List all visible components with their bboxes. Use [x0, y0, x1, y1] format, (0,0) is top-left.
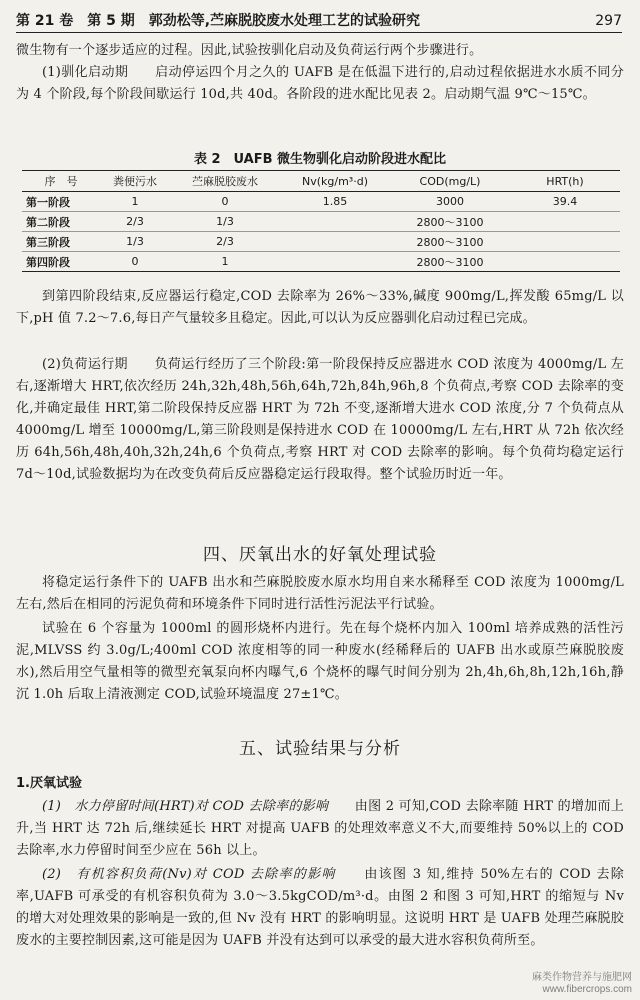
section-heading-5: 五、试验结果与分析: [239, 739, 401, 759]
section-heading-4: 四、厌氧出水的好氧处理试验: [203, 545, 437, 565]
table-header-cell: 序 号: [22, 171, 100, 192]
table-cell: 39.4: [510, 192, 620, 212]
subsection-heading: 1.厌氧试验: [16, 776, 82, 791]
table-row: [22, 192, 620, 212]
table-cell: 1: [170, 252, 280, 272]
table-cell: 2800～3100: [390, 252, 510, 272]
table-cell: 2/3: [100, 212, 170, 232]
table-cell: 2800～3100: [390, 212, 510, 232]
paragraph-body: 由该图 3 知,维持 50%左右的 COD 去除率,UAFB 可承受的有机容积负荷为 3.0～3.5kgCOD/m³·d。由图 2 和图 3 可知,HRT 的缩短与 Nv 的增大对处理效果的影响是一致的,但 Nv 没有 HRT 的影响明显。这说明 HRT 是 UAFB 处理苎麻脱胶废水的主要控制因素,这可能是因为 UAFB 并没有达到可以承受的最大进水容积负荷所至。: [16, 867, 624, 948]
table-cell: 2800～3100: [390, 232, 510, 252]
table-cell: [280, 252, 390, 272]
table-cell: 0: [170, 192, 280, 212]
paragraph-body: 由图 2 可知,COD 去除率随 HRT 的增加而上升,当 HRT 达 72h 后,继续延长 HRT 对提高 UAFB 的处理效率意义不大,而要维持 50%以上的 COD 去除率,水力停留时间至少应在 56h 以上。: [16, 799, 624, 858]
running-header: [16, 10, 622, 33]
paragraph-acclimation: (1)驯化启动期 启动停运四个月之久的 UAFB 是在低温下进行的,启动过程依据进水水质不同分为 4 个阶段,每个阶段间歇运行 10d,共 40d。各阶段的进水配比见表 2。启动期气温 9℃～15℃。: [16, 65, 624, 102]
table-header-row: [22, 171, 620, 192]
table-cell: [510, 212, 620, 232]
table-cell: [280, 212, 390, 232]
paragraph-aerobic-setup: 试验在 6 个容量为 1000ml 的圆形烧杯内进行。先在每个烧杯内加入 100ml 培养成熟的活性污泥,MLVSS 约 3.0g/L;400ml COD 浓度相等的同一种废水(经稀释后的 UAFB 出水或原苎麻脱胶废水),然后用空气量相等的微型充氧泵向杯内曝气,6 个烧杯的曝气时间分别为 2h,4h,6h,8h,12h,16h,静沉 1.0h 后取上清液测定 COD,试验环境温度 27±1℃。: [16, 621, 624, 702]
table-2: [22, 170, 620, 272]
table-row: [22, 212, 620, 232]
table-cell: [510, 232, 620, 252]
table-cell: 0: [100, 252, 170, 272]
table-row: [22, 232, 620, 252]
paragraph-hrt-effect: [16, 796, 624, 862]
table-cell: 第三阶段: [22, 232, 100, 252]
paragraph-acclimation-result: 到第四阶段结束,反应器运行稳定,COD 去除率为 26%～33%,碱度 900mg/L,挥发酸 65mg/L 以下,pH 值 7.2～7.6,每日产气量较多且稳定。因此,可以认为反应器驯化启动过程已完成。: [16, 289, 624, 326]
table-row: [22, 252, 620, 272]
page-number: 297: [595, 13, 622, 29]
watermark-line: www.fibercrops.com: [542, 984, 632, 995]
table-cell: 1: [100, 192, 170, 212]
table-header-cell: 粪便污水: [100, 171, 170, 192]
table-title: 表 2 UAFB 微生物驯化启动阶段进水配比: [193, 152, 447, 167]
paragraph-nv-effect: [16, 864, 624, 952]
table-cell: 2/3: [170, 232, 280, 252]
table-cell: [510, 252, 620, 272]
table-cell: 第四阶段: [22, 252, 100, 272]
table-cell: 1/3: [170, 212, 280, 232]
table-cell: 第一阶段: [22, 192, 100, 212]
paragraph-load-operation: (2)负荷运行期 负荷运行经历了三个阶段:第一阶段保持反应器进水 COD 浓度为 4000mg/L 左右,逐渐增大 HRT,依次经历 24h,32h,48h,56h,64h,72h,84h,96h,8 个负荷点,考察 COD 去除率的变化,并确定最佳 HRT,第二阶段保持反应器 HRT 为 72h 不变,逐渐增大进水 COD 浓度,分 7 个负荷点从 4000mg/L 增至 10000mg/L,第三阶段则是保持进水 COD 在 10000mg/L 左右,HRT 从 72h 依次经历 64h,56h,48h,40h,32h,24h,6 个负荷点,考察 HRT 对 COD 去除率的影响。每个负荷均稳定运行 7d～10d,试验数据均为在改变负荷后反应器稳定运行段取得。整个试验历时近一年。: [16, 357, 624, 482]
table-header-cell: Nv(kg/m³·d): [280, 171, 390, 192]
table-cell: 1/3: [100, 232, 170, 252]
paragraph-aerobic-method: 将稳定运行条件下的 UAFB 出水和苎麻脱胶废水原水均用自来水稀释至 COD 浓度为 1000mg/L 左右,然后在相同的污泥负荷和环境条件下同时进行活性污泥法平行试验。: [16, 575, 624, 612]
table-cell: 3000: [390, 192, 510, 212]
table-cell: 第二阶段: [22, 212, 100, 232]
header-title: 第 21 卷 第 5 期 郭劲松等,苎麻脱胶废水处理工艺的试验研究: [16, 13, 421, 29]
table-cell: 1.85: [280, 192, 390, 212]
watermark: [532, 972, 632, 996]
paragraph-lead: (2) 有机容积负荷(Nv)对 COD 去除率的影响: [42, 867, 336, 882]
table-cell: [280, 232, 390, 252]
table-header-cell: COD(mg/L): [390, 171, 510, 192]
paragraph-lead: (1) 水力停留时间(HRT)对 COD 去除率的影响: [42, 799, 329, 814]
paragraph-intro: 微生物有一个逐步适应的过程。因此,试验按驯化启动及负荷运行两个步骤进行。: [16, 43, 483, 58]
watermark-line: 麻类作物营养与施肥网: [532, 972, 632, 983]
table-header-cell: HRT(h): [510, 171, 620, 192]
table-header-cell: 苎麻脱胶废水: [170, 171, 280, 192]
